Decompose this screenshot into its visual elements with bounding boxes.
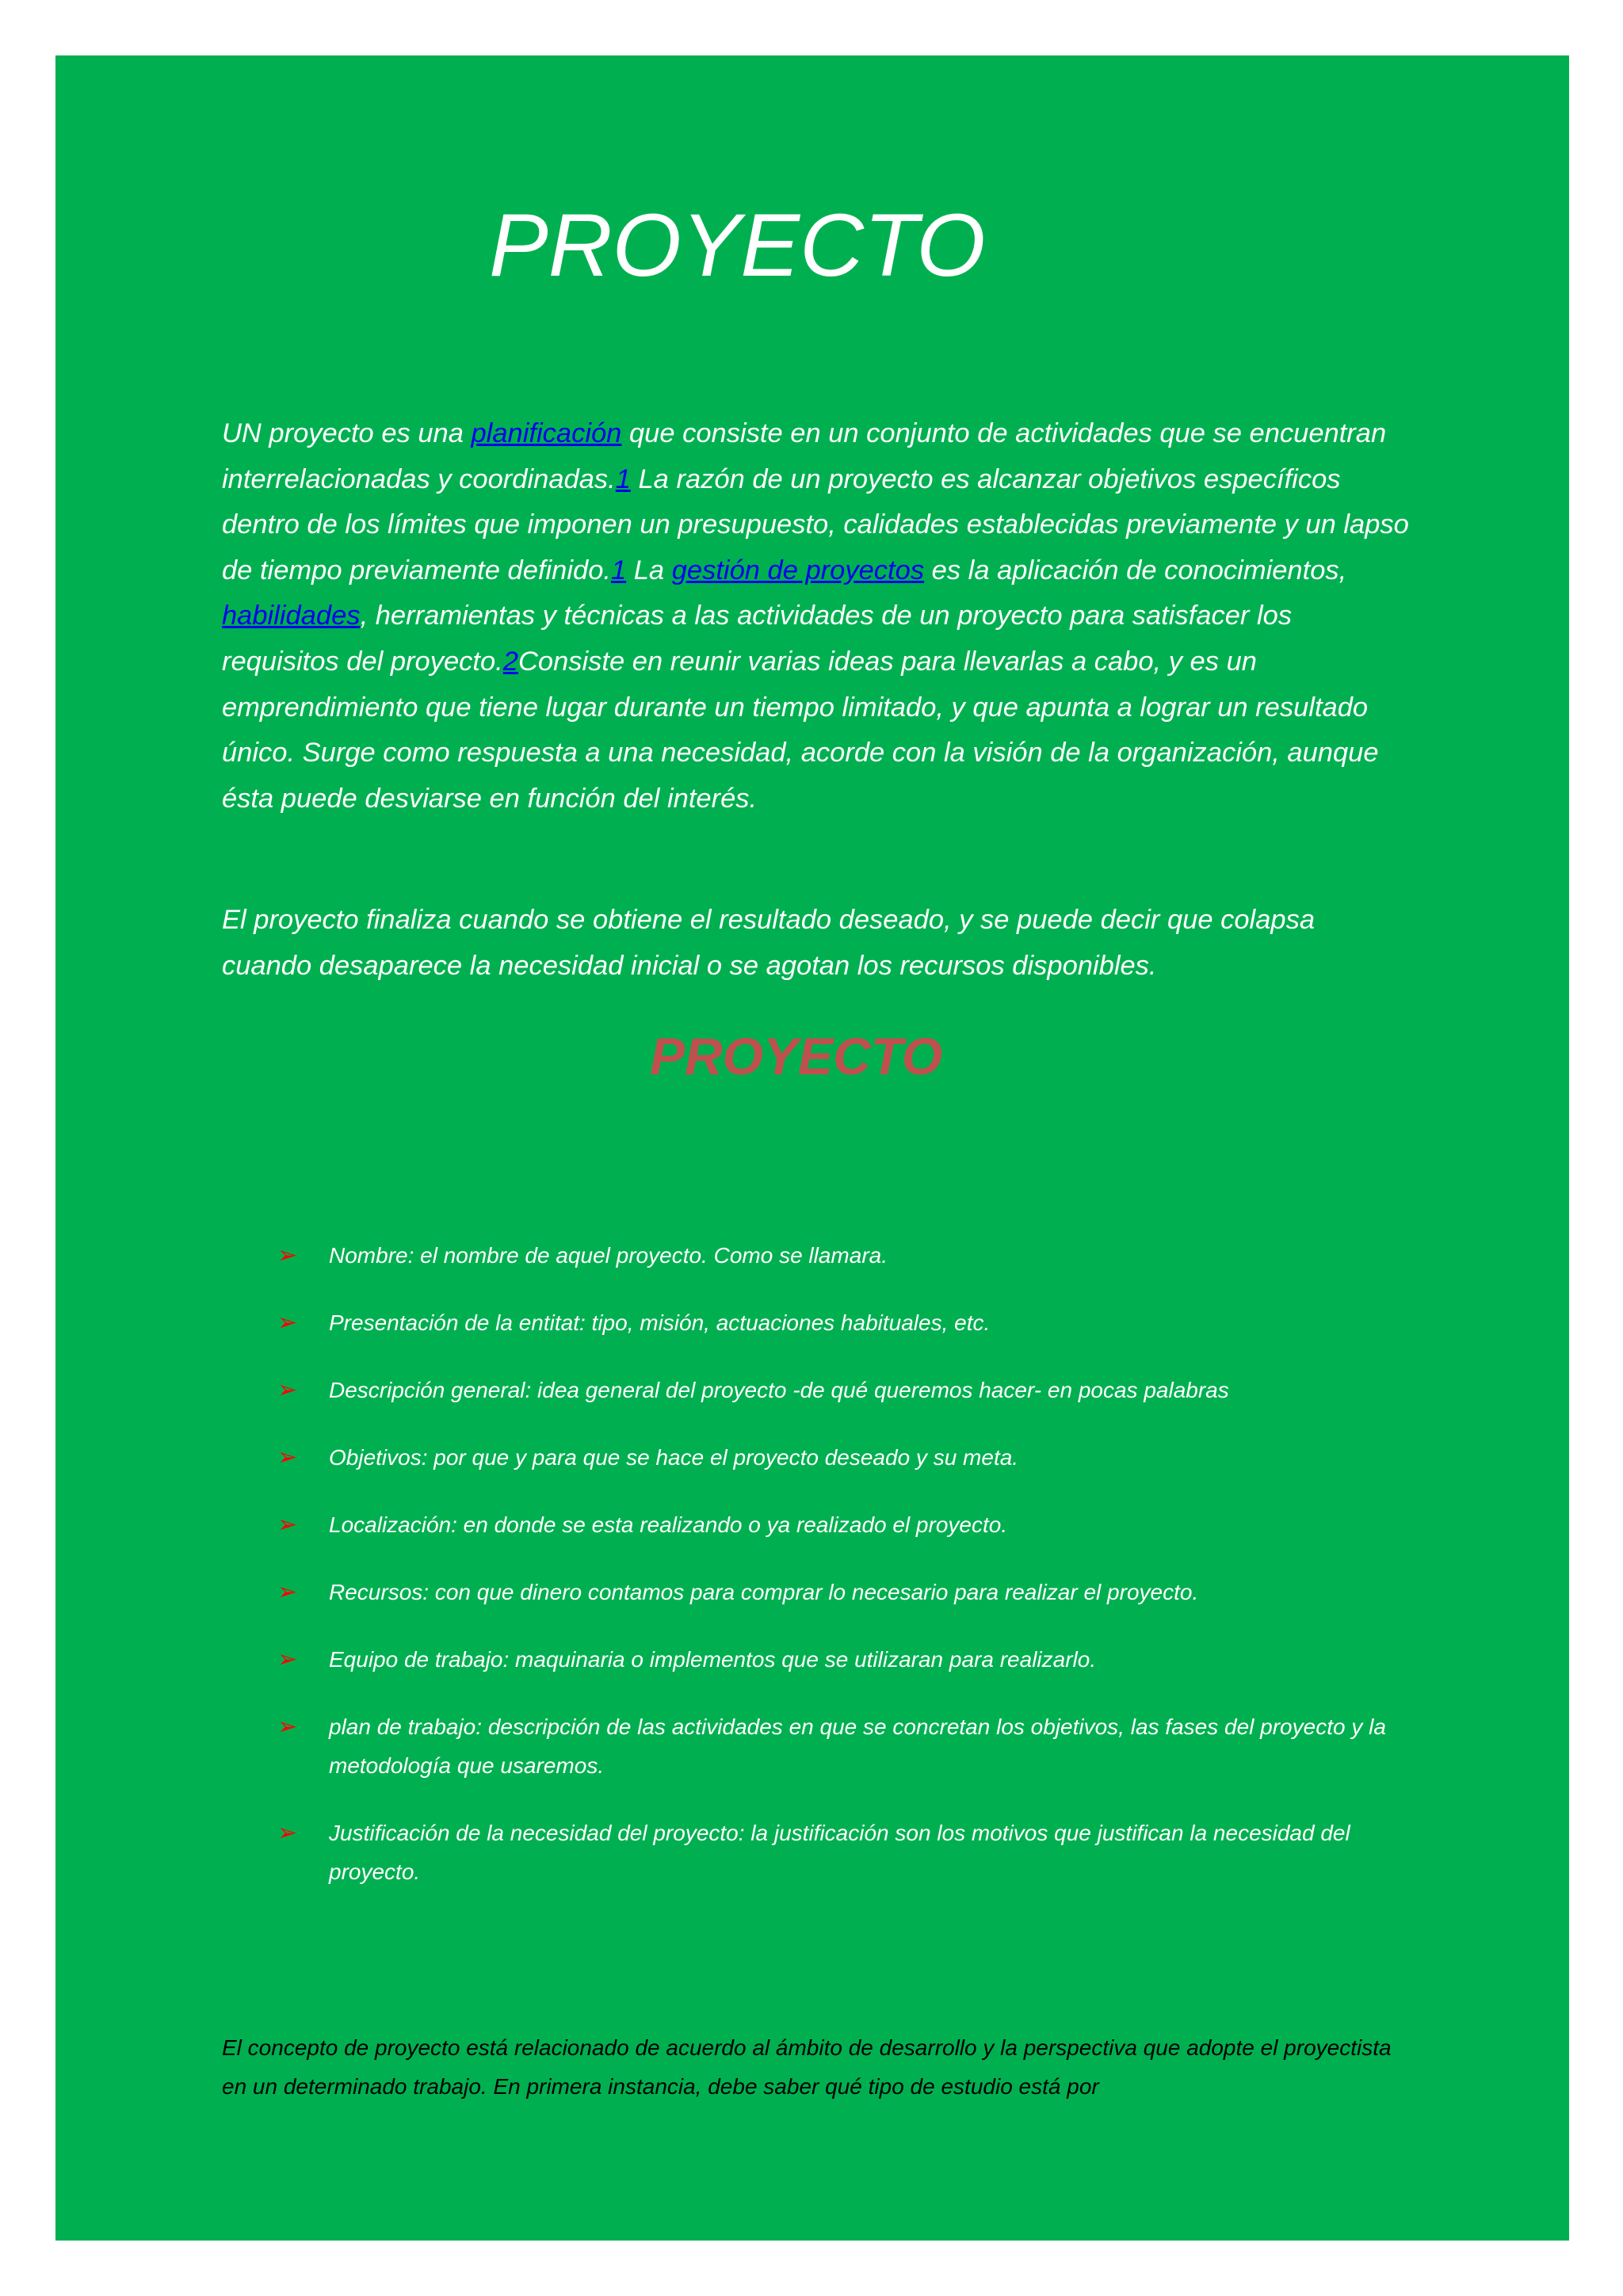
arrow-bullet-icon: ➢ [277,1646,298,1672]
intro-text-4: La [626,555,672,585]
intro-text-2: que consiste en un conjunto de actividades que se encuentran interrelacionadas y coordinadas. [222,418,1387,494]
list-item [277,1814,1387,1891]
arrow-bullet-icon: ➢ [277,1242,298,1268]
arrow-bullet-icon: ➢ [277,1820,298,1846]
page-title: PROYECTO [489,196,986,295]
list-item [277,1303,1387,1342]
list-item-text: Equipo de trabajo: maquinaria o implementos que se utilizaran para realizarlo. [329,1647,1097,1672]
list-item-text: Recursos: con que dinero contamos para comprar lo necesario para realizar el proyecto. [329,1580,1199,1604]
list-item-text: Descripción general: idea general del proyecto -de qué queremos hacer- en pocas palabras [329,1378,1229,1402]
arrow-bullet-icon: ➢ [277,1377,298,1403]
link-planificacion[interactable]: planificación [471,418,622,448]
list-item [277,1573,1387,1611]
intro-text-1: UN proyecto es una [222,418,472,448]
project-elements-list [277,1236,1387,1920]
arrow-bullet-icon: ➢ [277,1310,298,1336]
intro-text-5: es la aplicación de conocimientos, [924,555,1347,585]
footnote-ref-1-second[interactable]: 1 [610,555,627,585]
intro-text-6: , herramientas y técnicas a las actividades de un proyecto para satisfacer los requisitos del proyecto. [222,601,1293,677]
arrow-bullet-icon: ➢ [277,1714,298,1740]
list-item [277,1236,1387,1275]
list-item-text: Objetivos: por que y para que se hace el proyecto deseado y su meta. [329,1445,1019,1470]
arrow-bullet-icon: ➢ [277,1579,298,1605]
list-item-text: Nombre: el nombre de aquel proyecto. Como se llamara. [329,1243,888,1268]
list-item [277,1505,1387,1544]
section-subtitle: PROYECTO [650,1027,943,1085]
list-item [277,1707,1387,1785]
list-item-text: Presentación de la entitat: tipo, misión, actuaciones habituales, etc. [329,1310,991,1335]
intro-paragraph [222,411,1411,822]
arrow-bullet-icon: ➢ [277,1444,298,1470]
list-item-text: Localización: en donde se esta realizando o ya realizado el proyecto. [329,1512,1008,1537]
arrow-bullet-icon: ➢ [277,1512,298,1538]
list-item [277,1371,1387,1409]
footnote-ref-1[interactable]: 1 [615,463,631,494]
list-item-text: Justificación de la necesidad del proyecto: la justificación son los motivos que justifican la necesidad del proyecto. [329,1821,1350,1884]
list-item-text: plan de trabajo: descripción de las actividades en que se concretan los objetivos, las fases del proyecto y la metodología que usaremos. [329,1714,1386,1778]
link-habilidades[interactable]: habilidades [222,601,361,631]
intro-text-7: Consiste en reunir varias ideas para llevarlas a cabo, y es un emprendimiento que tiene lugar durante un tiempo limitado, y que apunta a lograr un resultado único. Surge como respuesta a una necesidad, acorde con la visión de la organización, aunque ésta puede desviarse en función del interés. [222,646,1379,814]
list-item [277,1640,1387,1679]
intro-text-3: La razón de un proyecto es alcanzar objetivos específicos dentro de los límites que imponen un presupuesto, calidades establecidas previamente y un lapso de tiempo previamente definido. [222,463,1409,585]
list-item [277,1438,1387,1477]
link-gestion-de-proyectos[interactable]: gestión de proyectos [671,555,925,585]
footnote-ref-2[interactable]: 2 [502,646,518,677]
concept-paragraph: El concepto de proyecto está relacionado de acuerdo al ámbito de desarrollo y la perspectiva que adopte el proyectista en un determinado trabajo. En primera instancia, debe saber qué tipo de estudio está por [222,2035,1392,2099]
closing-paragraph: El proyecto finaliza cuando se obtiene el resultado deseado, y se puede decir que colapsa cuando desaparece la necesidad inicial o se agotan los recursos disponibles. [222,905,1316,981]
